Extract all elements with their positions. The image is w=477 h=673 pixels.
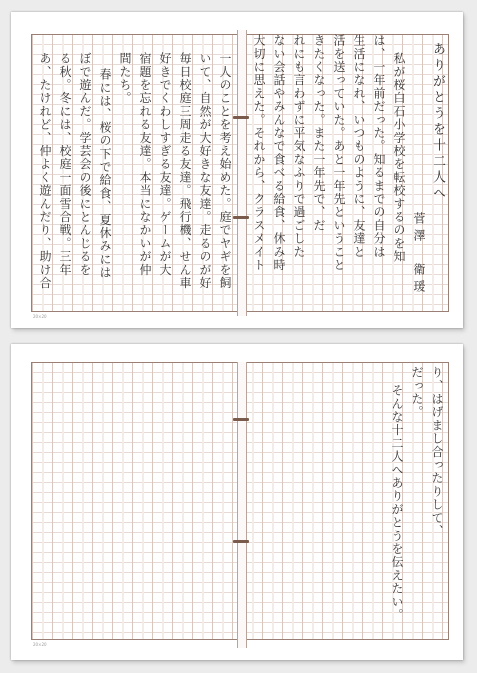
- text-column: る秋。冬には、校庭一面雪合戦。三年: [58, 52, 72, 277]
- text-column: きたくなった。また一年先で、だ: [312, 34, 326, 232]
- text-column: 好きでくわしすぎる友達。ゲームが大: [158, 52, 172, 277]
- text-column: は、一年前だった。知るまでの自分は: [372, 34, 386, 259]
- text-column: 春には、桜の下で給食、夏休みには: [98, 68, 112, 280]
- text-column: 私が桜白石小学校を転校するのを知: [392, 52, 406, 264]
- text-column: 宿題を忘れる友達。本当になかいが仲: [138, 52, 152, 277]
- page-size-label: 20×20: [33, 642, 47, 647]
- author-name: 菅澤 衛瑗: [412, 212, 426, 297]
- manuscript-page-2: [11, 344, 463, 660]
- text-column: いて、自然が大好きな友達。走るのが好: [198, 52, 212, 290]
- text-column: 間たち。: [118, 52, 132, 105]
- genkou-grid-left: [31, 362, 239, 640]
- text-column: あ、たけれど、仲よく遊んだり、助け合: [38, 52, 52, 290]
- text-column: 活を送っていた。あと一年先ということ: [332, 34, 346, 272]
- page-size-label: 20×20: [33, 314, 47, 319]
- binding-mark-top: [233, 418, 249, 421]
- text-column: れにも言わずに平気なふりで過ごした: [292, 34, 306, 259]
- text-column: り、はげまし合ったりして、: [430, 366, 444, 538]
- center-spine: [237, 362, 247, 648]
- binding-mark-bottom: [233, 216, 249, 219]
- text-column: そんな十二人へありがとうを伝えたい。: [390, 384, 404, 622]
- text-column: ない会話やみんなで食べる給食、休み時: [272, 34, 286, 272]
- text-column: 大切に思えた。それから、クラスメイト: [252, 34, 266, 272]
- manuscript-page-1: [11, 12, 463, 328]
- text-column: 一人のことを考え始めた。庭でヤギを飼: [218, 52, 232, 290]
- text-column: ぼで遊んだ。学芸会の後にとんじるを: [78, 52, 92, 277]
- text-column: 生活になれ、いつものように、友達と: [352, 34, 366, 259]
- center-spine: [237, 30, 247, 316]
- essay-title: ありがとうを十二人へ: [430, 42, 445, 202]
- text-column: 毎日校庭三周走る友達。飛行機、せん車: [178, 52, 192, 290]
- binding-mark-bottom: [233, 540, 249, 543]
- binding-mark-top: [233, 116, 249, 119]
- text-column: だった。: [410, 366, 424, 419]
